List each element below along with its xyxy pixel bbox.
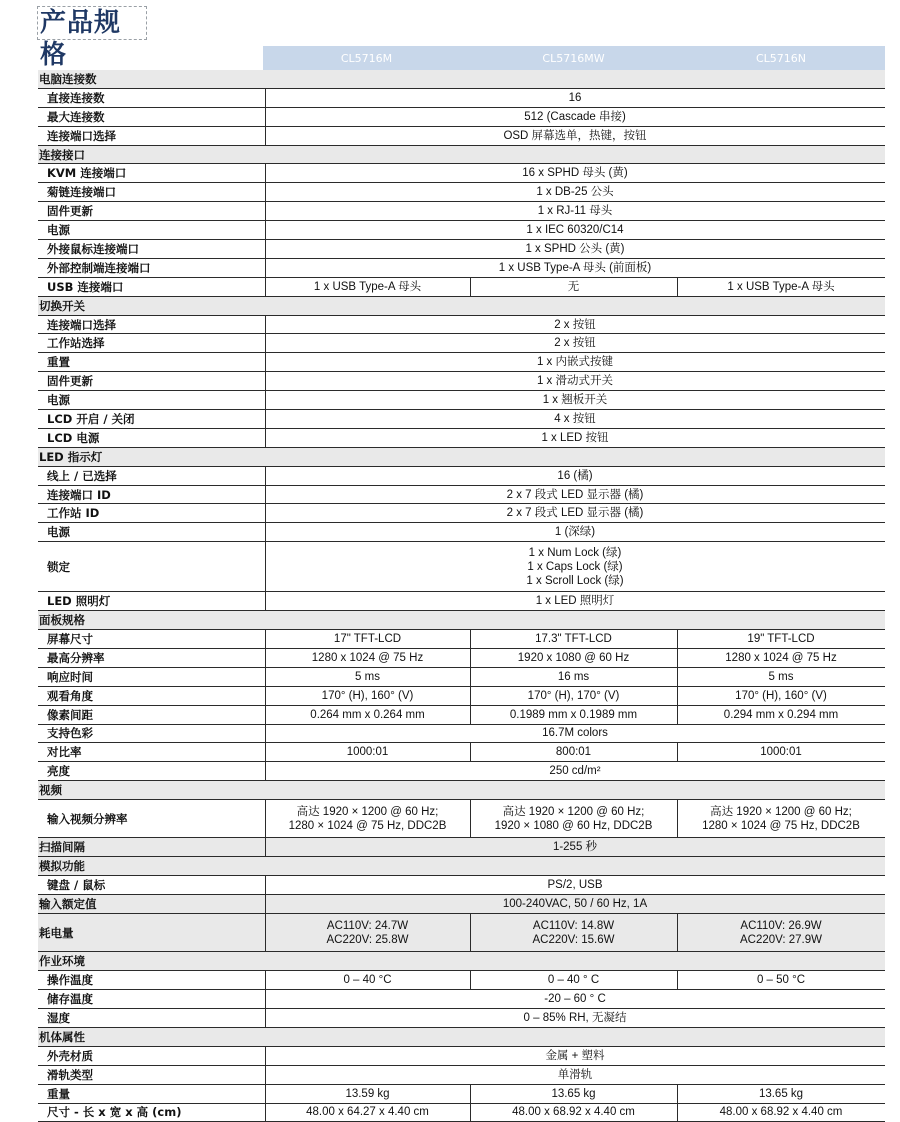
section-label: 切换开关 [39, 298, 85, 313]
spec-label: 工作站 ID [47, 506, 100, 521]
model-name: CL5716M [340, 52, 393, 65]
spec-label: 连接端口选择 [47, 317, 116, 332]
spec-label: 外壳材质 [47, 1048, 93, 1063]
spec-label: 最高分辨率 [47, 650, 105, 665]
spec-value-line: 1280 × 1024 @ 75 Hz, DDC2B [288, 819, 447, 832]
spec-label: 连接端口选择 [47, 128, 116, 143]
column-divider [470, 630, 471, 648]
model-header-bar [263, 46, 885, 70]
spec-value: 1 x LED 照明灯 [535, 595, 615, 608]
column-divider [677, 1104, 678, 1122]
spec-value-1: 48.00 x 64.27 x 4.40 cm [306, 1106, 429, 1119]
spec-value: -20 – 60 ° C [544, 993, 606, 1006]
spec-value: 1 x IEC 60320/C14 [526, 224, 624, 237]
spec-value-3: 48.00 x 68.92 x 4.40 cm [719, 1106, 843, 1119]
spec-value: 2 x 按钮 [554, 318, 596, 331]
spec-value: 2 x 7 段式 LED 显示器 (橘) [506, 507, 644, 520]
spec-row [38, 990, 885, 1009]
column-divider [470, 800, 471, 837]
spec-value-3: 0 – 50 °C [756, 974, 806, 987]
section-label: 视频 [39, 783, 62, 798]
column-divider [470, 706, 471, 724]
spec-value-2 [470, 914, 677, 951]
spec-row [38, 876, 885, 895]
spec-value: 0 – 85% RH, 无凝结 [523, 1012, 627, 1025]
section-label: LED 指示灯 [39, 449, 103, 464]
spec-label: LED 照明灯 [47, 594, 111, 609]
spec-label: 线上 / 已选择 [47, 468, 117, 483]
spec-value-3: 5 ms [768, 670, 794, 683]
spec-label: 对比率 [47, 745, 82, 760]
spec-row [38, 410, 885, 429]
section-label: 面板规格 [39, 613, 85, 628]
column-divider [470, 278, 471, 296]
section-label: 作业环境 [39, 954, 85, 969]
spec-label: 储存温度 [47, 992, 93, 1007]
spec-value-2: 无 [567, 280, 580, 293]
spec-value-line: 高达 1920 × 1200 @ 60 Hz; [296, 805, 439, 818]
spec-label: 重置 [47, 355, 70, 370]
spec-label: LCD 电源 [47, 430, 100, 445]
spec-value: 1-255 秒 [552, 841, 598, 854]
spec-value: 2 x 按钮 [554, 337, 596, 350]
spec-label: 键盘 / 鼠标 [47, 878, 106, 893]
spec-label: 输入视频分辨率 [47, 811, 128, 826]
section-label: 扫描间隔 [39, 840, 85, 855]
spec-label: 电源 [47, 525, 70, 540]
spec-value-1 [265, 800, 470, 837]
spec-value-1: 170° (H), 160° (V) [321, 689, 414, 702]
spec-label: KVM 连接端口 [47, 166, 127, 181]
section-label: 输入额定值 [39, 897, 97, 912]
spec-value-2 [470, 800, 677, 837]
spec-label: 电源 [47, 223, 70, 238]
column-divider [677, 800, 678, 837]
spec-section-row [38, 1028, 885, 1047]
spec-row [38, 164, 885, 183]
spec-label: 直接连接数 [47, 90, 105, 105]
section-label: 电脑连接数 [39, 71, 97, 86]
column-divider [470, 1104, 471, 1122]
spec-value: 16 (橘) [557, 469, 593, 482]
spec-row [38, 1009, 885, 1028]
spec-section-row [38, 611, 885, 630]
spec-value-3 [677, 800, 885, 837]
spec-row [38, 725, 885, 744]
spec-value-2: 0 – 40 ° C [547, 974, 600, 987]
spec-value-2: 170° (H), 170° (V) [527, 689, 620, 702]
spec-label: 外接鼠标连接端口 [47, 241, 139, 256]
spec-row [38, 221, 885, 240]
spec-value-3: 19" TFT-LCD [747, 632, 815, 645]
spec-label: 支持色彩 [47, 726, 93, 741]
spec-value-line: 高达 1920 × 1200 @ 60 Hz; [502, 805, 645, 818]
spec-value-2: 17.3" TFT-LCD [535, 632, 612, 645]
spec-value: 1 (深绿) [554, 526, 596, 539]
spec-row [38, 486, 885, 505]
spec-value-line: AC220V: 25.8W [326, 933, 409, 946]
spec-value: PS/2, USB [547, 879, 603, 892]
spec-value: 1 x 翘板开关 [542, 394, 608, 407]
spec-section-row [38, 895, 885, 914]
spec-row [38, 467, 885, 486]
spec-section-row [38, 952, 885, 971]
spec-row [38, 762, 885, 781]
spec-row [38, 202, 885, 221]
spec-row [38, 108, 885, 127]
spec-value [265, 542, 885, 591]
spec-value: OSD 屏幕选单，热键，按钮 [503, 129, 647, 142]
spec-label: 亮度 [47, 764, 70, 779]
spec-row [38, 523, 885, 542]
spec-value-2: 0.1989 mm x 0.1989 mm [509, 708, 638, 721]
spec-section-row [38, 857, 885, 876]
spec-value: 1 x USB Type-A 母头 (前面板) [498, 261, 652, 274]
spec-label: 湿度 [47, 1011, 70, 1026]
spec-row [38, 706, 885, 725]
spec-row [38, 334, 885, 353]
spec-label: LCD 开启 / 关闭 [47, 411, 135, 426]
spec-label: 屏幕尺寸 [47, 631, 93, 646]
spec-row [38, 592, 885, 611]
column-divider [470, 743, 471, 761]
column-divider [470, 1085, 471, 1103]
column-divider [470, 914, 471, 951]
spec-label: 观看角度 [47, 688, 93, 703]
spec-label: 固件更新 [47, 374, 93, 389]
spec-label: 锁定 [47, 559, 70, 574]
spec-label: 固件更新 [47, 204, 93, 219]
spec-row [38, 259, 885, 278]
column-divider [470, 668, 471, 686]
spec-value-2: 1920 x 1080 @ 60 Hz [517, 651, 630, 664]
spec-section-row [38, 448, 885, 467]
model-name: CL5716N [755, 52, 807, 65]
spec-section-row [38, 146, 885, 165]
spec-row [38, 800, 885, 838]
column-divider [677, 649, 678, 667]
spec-row [38, 668, 885, 687]
spec-value-3: 1000:01 [760, 746, 802, 759]
spec-row [38, 1104, 885, 1122]
spec-value-3: 0.294 mm x 0.294 mm [723, 708, 839, 721]
spec-row [38, 1047, 885, 1066]
spec-value-1: 1000:01 [346, 746, 389, 759]
spec-value: 16 x SPHD 母头 (黄) [522, 167, 628, 180]
spec-row [38, 542, 885, 592]
section-label: 连接接口 [39, 147, 85, 162]
column-divider [470, 649, 471, 667]
spec-value: 1 x RJ-11 母头 [537, 205, 613, 218]
spec-row [38, 1066, 885, 1085]
spec-row [38, 183, 885, 202]
spec-value-line: AC110V: 26.9W [740, 919, 822, 932]
spec-row [38, 429, 885, 448]
spec-value: 1 x 滑动式开关 [536, 375, 614, 388]
spec-value: 16 [568, 91, 582, 104]
spec-row [38, 649, 885, 668]
spec-section-row [38, 838, 885, 857]
column-divider [677, 687, 678, 705]
spec-value-3 [677, 914, 885, 951]
spec-value-1: 1 x USB Type-A 母头 [313, 280, 422, 293]
spec-value-3: 1 x USB Type-A 母头 [727, 280, 835, 293]
spec-value-line: 1 x Scroll Lock (绿) [526, 574, 624, 587]
column-divider [677, 706, 678, 724]
column-divider [677, 668, 678, 686]
spec-value-1 [265, 914, 470, 951]
spec-value-2: 48.00 x 68.92 x 4.40 cm [512, 1106, 635, 1119]
column-divider [677, 1085, 678, 1103]
column-divider [677, 743, 678, 761]
spec-value-line: 1 x Caps Lock (绿) [527, 560, 623, 573]
spec-row [38, 743, 885, 762]
spec-value-1: 1280 x 1024 @ 75 Hz [311, 651, 424, 664]
spec-value-line: AC110V: 14.8W [532, 919, 615, 932]
spec-label: 尺寸 - 长 x 宽 x 高 (cm) [47, 1105, 182, 1120]
column-divider [677, 278, 678, 296]
spec-value-line: AC110V: 24.7W [326, 919, 409, 932]
spec-table [38, 70, 885, 1122]
spec-section-row [38, 914, 885, 952]
spec-value-2: 16 ms [557, 670, 590, 683]
spec-value: 单滑轨 [557, 1068, 593, 1081]
spec-section-row [38, 781, 885, 800]
spec-value: 1 x 内嵌式按键 [536, 356, 614, 369]
spec-row [38, 630, 885, 649]
spec-row [38, 372, 885, 391]
spec-label: 连接端口 ID [47, 487, 111, 502]
spec-row [38, 687, 885, 706]
section-label: 耗电量 [39, 925, 74, 940]
spec-value: 4 x 按钮 [554, 412, 596, 425]
spec-value-3: 170° (H), 160° (V) [735, 689, 827, 702]
spec-value-line: AC220V: 15.6W [532, 933, 615, 946]
spec-label: 重量 [47, 1086, 70, 1101]
spec-value-2: 800:01 [555, 746, 592, 759]
spec-value-1: 17" TFT-LCD [333, 632, 402, 645]
spec-section-row [38, 70, 885, 89]
spec-row [38, 504, 885, 523]
spec-section-row [38, 297, 885, 316]
spec-label: 外部控制端连接端口 [47, 260, 151, 275]
spec-label: 滑轨类型 [47, 1067, 93, 1082]
spec-value: 16.7M colors [542, 727, 608, 740]
spec-value-1: 13.59 kg [345, 1087, 390, 1100]
spec-label: 最大连接数 [47, 109, 105, 124]
spec-label: 工作站选择 [47, 336, 105, 351]
spec-value: 金属 + 塑料 [545, 1049, 605, 1062]
spec-row [38, 240, 885, 259]
spec-value: 250 cd/m² [549, 765, 601, 778]
column-divider [470, 971, 471, 989]
spec-value-1: 0.264 mm x 0.264 mm [310, 708, 425, 721]
spec-value: 1 x LED 按钮 [541, 431, 609, 444]
spec-label: 菊链连接端口 [47, 185, 116, 200]
spec-value: 1 x DB-25 公头 [536, 186, 614, 199]
spec-row [38, 127, 885, 146]
column-divider [677, 971, 678, 989]
spec-value-3: 1280 x 1024 @ 75 Hz [725, 651, 837, 664]
spec-row [38, 278, 885, 297]
spec-label: 电源 [47, 393, 70, 408]
spec-label: 响应时间 [47, 669, 93, 684]
spec-row [38, 89, 885, 108]
spec-row [38, 353, 885, 372]
spec-value-2: 13.65 kg [551, 1087, 596, 1100]
spec-value-line: 1920 × 1080 @ 60 Hz, DDC2B [494, 819, 653, 832]
spec-value: 1 x SPHD 公头 (黄) [525, 242, 625, 255]
section-label: 模拟功能 [39, 859, 85, 874]
spec-value-line: 1280 × 1024 @ 75 Hz, DDC2B [702, 819, 860, 832]
spec-label: 像素间距 [47, 707, 93, 722]
column-divider [677, 630, 678, 648]
column-divider [470, 687, 471, 705]
spec-row [38, 971, 885, 990]
section-label: 机体属性 [39, 1029, 85, 1044]
spec-value: 2 x 7 段式 LED 显示器 (橘) [506, 488, 644, 501]
model-name: CL5716MW [542, 52, 605, 65]
spec-value-line: AC220V: 27.9W [739, 933, 823, 946]
page-title: 产品规格 [37, 6, 147, 40]
spec-row [38, 1085, 885, 1104]
spec-value-line: 1 x Num Lock (绿) [528, 546, 622, 559]
spec-value-1: 5 ms [355, 670, 380, 683]
spec-value-line: 高达 1920 × 1200 @ 60 Hz; [710, 805, 852, 818]
spec-value-3: 13.65 kg [758, 1087, 804, 1100]
spec-label: USB 连接端口 [47, 279, 124, 294]
spec-value: 512 (Cascade 串接) [524, 110, 626, 123]
spec-row [38, 316, 885, 335]
spec-label: 操作温度 [47, 973, 93, 988]
spec-row [38, 391, 885, 410]
spec-value: 100-240VAC, 50 / 60 Hz, 1A [502, 898, 648, 911]
spec-value-1: 0 – 40 °C [343, 974, 392, 987]
column-divider [677, 914, 678, 951]
